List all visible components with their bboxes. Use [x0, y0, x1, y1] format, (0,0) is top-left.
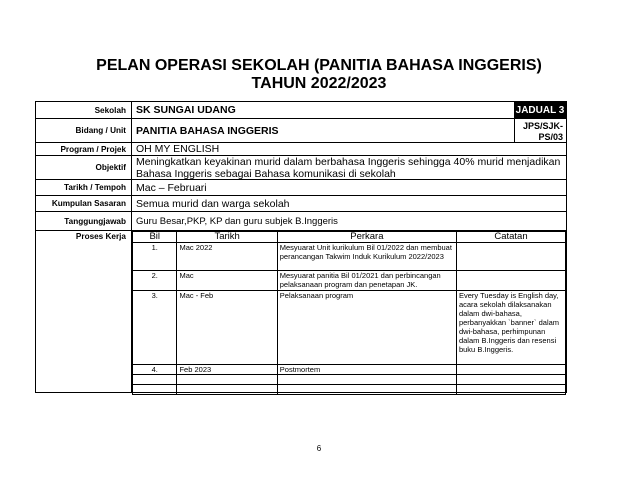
row-kumpulan [35, 195, 567, 212]
cell-perkara [277, 385, 456, 395]
row-proses-kerja [35, 230, 567, 393]
cell-perkara: Mesyuarat panitia Bil 01/2021 dan perbincangan pelaksanaan program dan penetapan JK. [277, 271, 456, 291]
proses-table-container [131, 231, 566, 392]
cell-perkara [277, 375, 456, 385]
header-catatan: Catatan [456, 232, 565, 243]
value-program: OH MY ENGLISH [131, 143, 566, 155]
cell-bil [133, 385, 177, 395]
table-row [133, 271, 566, 291]
cell-tarikh [177, 375, 277, 385]
cell-bil: 1. [133, 243, 177, 271]
label-proses: Proses Kerja [75, 232, 126, 241]
row-bidang [35, 118, 567, 143]
cell-perkara: Pelaksanaan program [277, 291, 456, 365]
label-kumpulan: Kumpulan Sasaran [51, 199, 126, 208]
row-program [35, 142, 567, 156]
header-tarikh: Tarikh [177, 232, 277, 243]
document-year: TAHUN 2022/2023 [251, 75, 387, 92]
table-row [133, 365, 566, 375]
cell-catatan: Every Tuesday is English day, acara sekolah dilaksanakan dalam dwi-bahasa, perbanyakkan `banner` dalam dwi-bahasa, perhimpunan dalam B.Inggeris dan resensi buku B.Inggeris. [456, 291, 565, 365]
cell-catatan [456, 365, 565, 375]
cell-catatan [456, 375, 565, 385]
value-bidang: PANITIA BAHASA INGGERIS [131, 119, 566, 142]
row-tanggungjawab [35, 211, 567, 231]
cell-tarikh: Feb 2023 [177, 365, 277, 375]
cell-tarikh: Mac - Feb [177, 291, 277, 365]
cell-catatan [456, 271, 565, 291]
label-objektif: Objektif [95, 163, 126, 172]
cell-catatan [456, 243, 565, 271]
row-tarikh [35, 179, 567, 196]
table-header-row [133, 232, 566, 243]
header-perkara: Perkara [277, 232, 456, 243]
cell-tarikh: Mac [177, 271, 277, 291]
value-kumpulan: Semua murid dan warga sekolah [131, 196, 566, 211]
value-tanggungjawab: Guru Besar,PKP, KP dan guru subjek B.Inggeris [131, 212, 566, 230]
cell-catatan [456, 385, 565, 395]
value-objektif: Meningkatkan keyakinan murid dalam berbahasa Inggeris sehingga 40% murid menjadikan Bahasa Inggeris sebagai Bahasa komunikasi di sekolah [131, 156, 566, 179]
proses-kerja-table [132, 231, 566, 395]
jps-code-line2: PS/03 [538, 132, 563, 142]
label-program: Program / Projek [60, 144, 126, 154]
row-objektif [35, 155, 567, 180]
cell-bil: 3. [133, 291, 177, 365]
jadual-badge: JADUAL 3 [514, 102, 566, 118]
cell-perkara: Postmortem [277, 365, 456, 375]
label-tanggungjawab: Tanggungjawab [64, 216, 126, 226]
label-sekolah: Sekolah [94, 105, 126, 115]
page-number: 6 [316, 444, 322, 453]
cell-bil [133, 375, 177, 385]
cell-perkara: Mesyuarat Unit kurikulum Bil 01/2022 dan membuat perancangan Takwim Induk Kurikulum 2022/2023 [277, 243, 456, 271]
cell-tarikh [177, 385, 277, 395]
table-row [133, 291, 566, 365]
table-row [133, 243, 566, 271]
table-row [133, 385, 566, 395]
value-sekolah: SK SUNGAI UDANG [131, 102, 566, 118]
jps-code [514, 119, 566, 142]
table-row [133, 375, 566, 385]
jps-code-line1: JPS/SJK- [522, 121, 563, 131]
label-tarikh: Tarikh / Tempoh [63, 183, 126, 192]
label-bidang: Bidang / Unit [75, 126, 126, 135]
cell-tarikh: Mac 2022 [177, 243, 277, 271]
value-tarikh: Mac – Februari [131, 180, 566, 195]
row-sekolah [35, 101, 567, 119]
cell-bil: 2. [133, 271, 177, 291]
header-bil: Bil [133, 232, 177, 243]
document-title: PELAN OPERASI SEKOLAH (PANITIA BAHASA INGGERIS) [96, 57, 542, 74]
cell-bil: 4. [133, 365, 177, 375]
